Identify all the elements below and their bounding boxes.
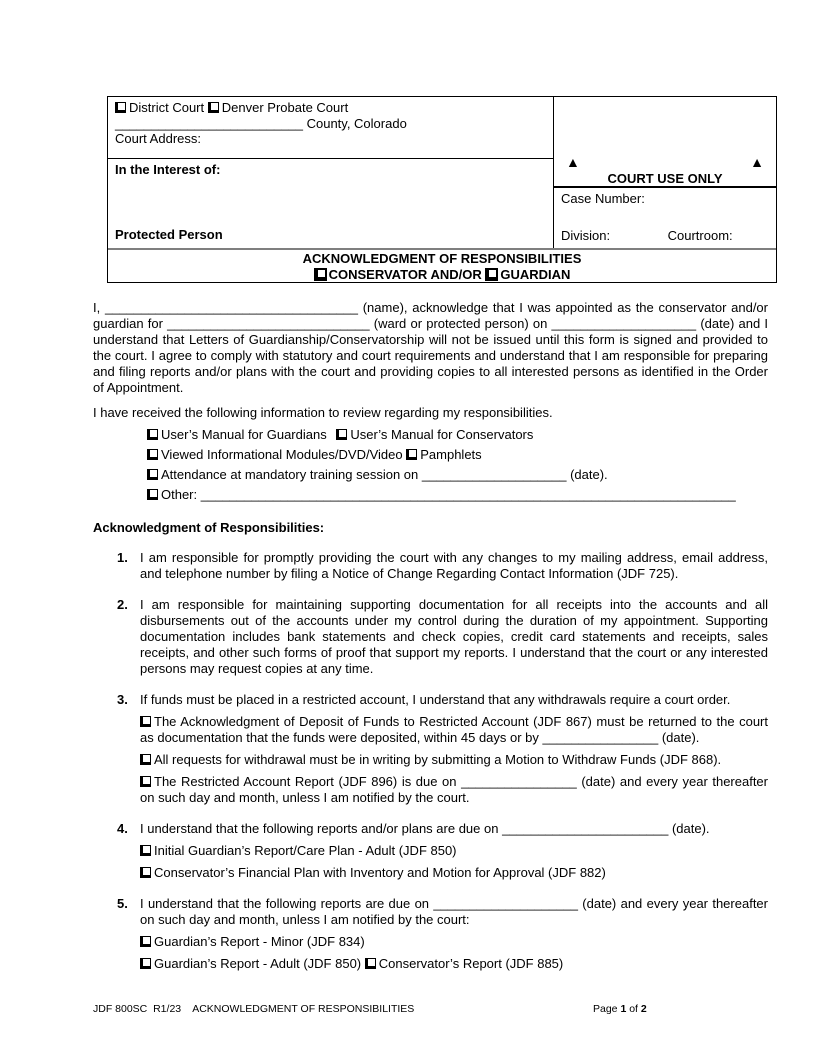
modules-label: Viewed Informational Modules/DVD/Video bbox=[161, 447, 403, 462]
other-checkbox[interactable] bbox=[147, 489, 158, 500]
item-number: 5. bbox=[117, 896, 128, 911]
list-item-5 bbox=[93, 896, 768, 972]
page-footer bbox=[93, 1002, 768, 1016]
form-id-label: JDF 800SC R1/23 ACKNOWLEDGMENT OF RESPONSIBILITIES bbox=[93, 1003, 415, 1015]
item-text: I am responsible for promptly providing the court with any changes to my mailing address, email address, and telephone number by filing a Notice of Change Regarding Contact Information (JDF 725). bbox=[140, 550, 768, 581]
district-court-checkbox[interactable] bbox=[115, 102, 126, 113]
sub-checklist-item bbox=[140, 865, 768, 881]
court-header-table bbox=[107, 96, 777, 283]
jdf834-checkbox[interactable] bbox=[140, 936, 151, 947]
sub-checklist-item bbox=[140, 843, 768, 859]
checklist-row bbox=[147, 485, 768, 505]
case-number-area bbox=[554, 188, 776, 248]
court-address-label: Court Address: bbox=[115, 131, 201, 146]
division-label: Division: bbox=[561, 228, 611, 243]
conservators-manual-label: User’s Manual for Conservators bbox=[350, 427, 534, 442]
other-label: Other: bbox=[161, 487, 198, 502]
county-blank-field[interactable]: __________________________ bbox=[115, 115, 303, 131]
jdf834-label: Guardian’s Report - Minor (JDF 834) bbox=[154, 934, 365, 949]
form-title-line2 bbox=[108, 267, 776, 283]
item-number: 3. bbox=[117, 692, 128, 707]
guardians-manual-label: User’s Manual for Guardians bbox=[161, 427, 327, 442]
court-use-cell bbox=[553, 97, 776, 248]
conservator-checkbox[interactable] bbox=[314, 268, 327, 281]
case-number-label: Case Number: bbox=[561, 191, 645, 206]
jdf850-initial-label: Initial Guardian’s Report/Care Plan - Adult (JDF 850) bbox=[154, 843, 457, 858]
responsibilities-list bbox=[93, 550, 768, 972]
district-court-label: District Court bbox=[129, 100, 205, 115]
jdf885-label: Conservator’s Report (JDF 885) bbox=[378, 956, 564, 971]
sub-checklist-item bbox=[140, 956, 768, 972]
jdf885-checkbox[interactable] bbox=[365, 958, 376, 969]
jdf882-checkbox[interactable] bbox=[140, 867, 151, 878]
courtroom-label: Courtroom: bbox=[667, 228, 733, 243]
training-label: Attendance at mandatory training session on ____________________ (date). bbox=[161, 467, 608, 482]
form-title-block bbox=[108, 248, 776, 282]
conservators-manual-checkbox[interactable] bbox=[336, 429, 347, 440]
checklist-row bbox=[147, 465, 768, 485]
probate-court-label: Denver Probate Court bbox=[221, 100, 349, 115]
sub-checklist-item bbox=[140, 774, 768, 806]
jdf850-adult-label: Guardian’s Report - Adult (JDF 850) bbox=[154, 956, 362, 971]
ack-responsibilities-heading: Acknowledgment of Responsibilities: bbox=[93, 520, 325, 535]
sub-checklist-item bbox=[140, 934, 768, 950]
item-number: 1. bbox=[117, 550, 128, 565]
jdf868-checkbox[interactable] bbox=[140, 754, 151, 765]
probate-court-checkbox[interactable] bbox=[208, 102, 219, 113]
page-content bbox=[93, 0, 768, 972]
triangle-right-icon: ▲ bbox=[750, 154, 764, 170]
in-the-interest-label: In the Interest of: bbox=[115, 161, 221, 177]
item-number: 4. bbox=[117, 821, 128, 836]
jdf850-initial-checkbox[interactable] bbox=[140, 845, 151, 856]
court-type-row bbox=[115, 100, 547, 116]
jdf868-label: All requests for withdrawal must be in writing by submitting a Motion to Withdraw Funds (JDF 868). bbox=[154, 752, 722, 767]
court-use-only-box bbox=[554, 97, 776, 188]
list-item-1 bbox=[93, 550, 768, 582]
guardian-title-label: GUARDIAN bbox=[500, 267, 571, 282]
county-suffix-label: County, Colorado bbox=[302, 115, 407, 131]
item-number: 2. bbox=[117, 597, 128, 612]
received-info-intro: I have received the following information to review regarding my responsibilities. bbox=[93, 405, 553, 420]
intro-paragraph: I, ___________________________________ (name), acknowledge that I was appointed as the conservator and/or guardian for ____________________________ (ward or protected person) on ____________________ (date) and I understand that Letters of Guardianship/Conservatorship will not be issued until this form is signed and provided to the court. I agree to comply with statutory and court requirements and understand that I am responsible for preparing and filing reports and/or plans with the court and providing copies to all interested persons as identified in the Order of Appointment. bbox=[93, 300, 768, 395]
item-text: I am responsible for maintaining supporting documentation for all receipts into the accounts and all disbursements out of the accounts under my control during the duration of my appointment. Supporting documentation includes bank statements and check copies, credit card statements and receipts, sales receipts, and other such forms of proof that support my reports. I understand that the court or any interested persons may request copies at any time. bbox=[140, 597, 768, 676]
other-blank-field[interactable]: __________________________________________________________________________ bbox=[200, 487, 736, 502]
guardians-manual-checkbox[interactable] bbox=[147, 429, 158, 440]
training-checkbox[interactable] bbox=[147, 469, 158, 480]
jdf896-checkbox[interactable] bbox=[140, 776, 151, 787]
received-info-checklist bbox=[147, 425, 768, 505]
item-text: I understand that the following reports and/or plans are due on _______________________ (date). bbox=[140, 821, 710, 836]
court-use-only-label: COURT USE ONLY bbox=[607, 171, 723, 186]
list-item-4 bbox=[93, 821, 768, 881]
item-text: I understand that the following reports are due on ____________________ (date) and every year thereafter on such day and month, unless I am notified by the court: bbox=[140, 896, 768, 927]
jdf867-checkbox[interactable] bbox=[140, 716, 151, 727]
checklist-row bbox=[147, 445, 768, 465]
sub-checklist-item bbox=[140, 714, 768, 746]
pamphlets-checkbox[interactable] bbox=[406, 449, 417, 460]
list-item-2 bbox=[93, 597, 768, 677]
triangle-left-icon: ▲ bbox=[566, 154, 580, 170]
pamphlets-label: Pamphlets bbox=[420, 447, 482, 462]
county-row bbox=[115, 116, 547, 132]
jdf867-label: The Acknowledgment of Deposit of Funds to Restricted Account (JDF 867) must be returned to the court as documentation that the funds were deposited, within 45 days or by ________________ (date). bbox=[140, 714, 768, 745]
checklist-row bbox=[147, 425, 768, 445]
protected-person-label: Protected Person bbox=[115, 226, 223, 242]
court-info-cell bbox=[108, 97, 553, 248]
jdf896-label: The Restricted Account Report (JDF 896) is due on ________________ (date) and every year thereafter on such day and month, unless I am notified by the court. bbox=[140, 774, 768, 805]
page-number: Page 1 of 2 bbox=[593, 1003, 647, 1015]
division-courtroom-row bbox=[561, 228, 769, 243]
list-item-3 bbox=[93, 692, 768, 806]
jdf850-adult-checkbox[interactable] bbox=[140, 958, 151, 969]
received-info-section bbox=[93, 405, 768, 505]
form-title-line1: ACKNOWLEDGMENT OF RESPONSIBILITIES bbox=[302, 251, 582, 266]
modules-checkbox[interactable] bbox=[147, 449, 158, 460]
jdf882-label: Conservator’s Financial Plan with Inventory and Motion for Approval (JDF 882) bbox=[154, 865, 606, 880]
court-address-rule bbox=[108, 158, 553, 159]
guardian-checkbox[interactable] bbox=[485, 268, 498, 281]
item-text: If funds must be placed in a restricted account, I understand that any withdrawals require a court order. bbox=[140, 692, 731, 707]
conservator-title-label: CONSERVATOR AND/OR bbox=[328, 267, 482, 282]
sub-checklist-item bbox=[140, 752, 768, 768]
